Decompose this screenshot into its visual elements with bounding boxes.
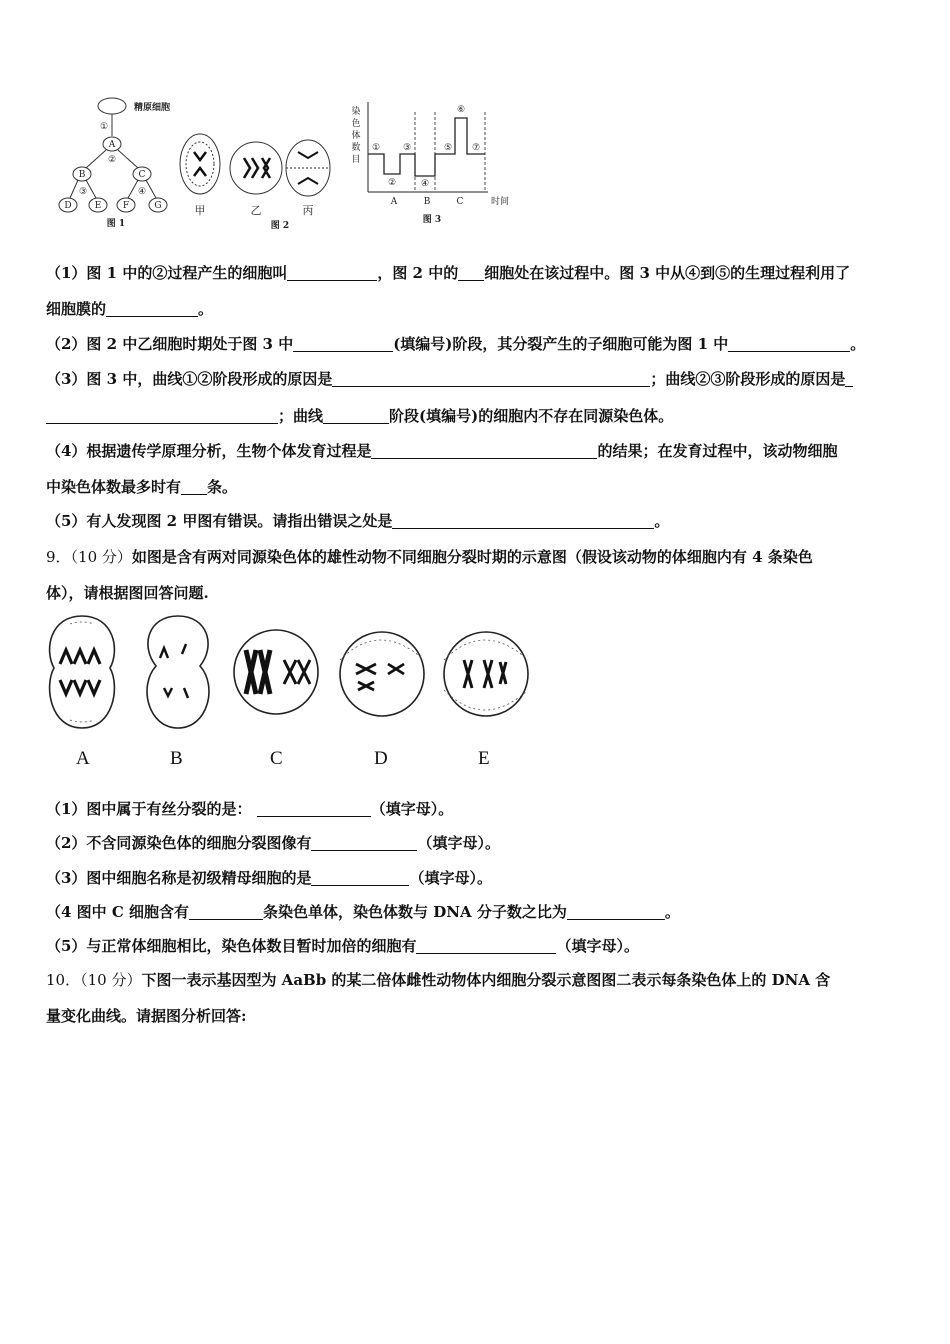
q9-stem-line2	[46, 582, 209, 603]
cell-label-b: B	[170, 748, 183, 769]
q9-text: （5）与正常体细胞相比，染色体数目暂时加倍的细胞有	[46, 937, 417, 955]
q8-text: （3）图 3 中，曲线①②阶段形成的原因是	[46, 370, 333, 388]
fig1-node-label: C	[138, 170, 146, 180]
fig3-stage: ⑤	[443, 143, 453, 153]
q9-part1	[46, 798, 453, 819]
fig1-step: ③	[78, 187, 88, 197]
q8-part5	[46, 510, 669, 531]
fig3-stage: ③	[402, 143, 412, 153]
q9-text: 。	[664, 903, 680, 921]
answer-blank[interactable]	[46, 408, 278, 424]
fig1-node-label: G	[154, 201, 162, 211]
fig2-cell-label: 甲	[194, 204, 206, 217]
q9-cell-figures	[40, 610, 540, 740]
q8-part1-line2	[46, 298, 213, 319]
q8-text: （5）有人发现图 2 甲图有错误。请指出错误之处是	[46, 512, 393, 530]
q10-stem: 下图一表示基因型为 AaBb 的某二倍体雌性动物体内细胞分裂示意图图二表示每条染色体上的 DNA 含	[141, 971, 831, 989]
q8-text: 中染色体数最多时有	[46, 478, 182, 496]
q10-stem-line1	[46, 969, 830, 990]
q9-text: （填字母）。	[370, 800, 454, 818]
cell-label-c: C	[270, 748, 283, 769]
q9-part2	[46, 832, 500, 853]
fig1-step: ④	[137, 187, 147, 197]
fig3-ylabel: 色	[351, 119, 361, 129]
answer-blank[interactable]	[845, 371, 853, 387]
fig3-ylabel: 染	[351, 107, 361, 117]
answer-blank[interactable]	[416, 938, 556, 954]
fig1-root-label: 精原细胞	[133, 103, 171, 113]
fig3-xlabel: 时间	[490, 197, 510, 207]
q10-stem: 量变化曲线。请据图分析回答:	[46, 1007, 247, 1025]
q8-text: 细胞膜的	[46, 300, 107, 318]
q8-text: （1）图 1 中的②过程产生的细胞叫	[46, 264, 288, 282]
cell-e-outline	[444, 632, 528, 716]
fig3-phase: B	[423, 197, 431, 207]
cell-b-outline	[147, 616, 209, 728]
q9-stem-line1	[46, 546, 813, 567]
fig1-node-label: D	[64, 201, 72, 211]
figure-row-top	[40, 92, 530, 232]
q9-stem: 体），请根据图回答问题.	[46, 584, 209, 602]
fig3-ylabel: 体	[351, 131, 361, 141]
answer-blank[interactable]	[287, 265, 377, 281]
fig1-caption: 图 1	[106, 219, 126, 229]
answer-blank[interactable]	[458, 265, 484, 281]
fig3-stage: ④	[420, 179, 430, 189]
q8-text: ；曲线	[278, 407, 324, 425]
answer-blank[interactable]	[392, 513, 654, 529]
fig3-stage: ⑥	[456, 105, 466, 115]
cell-label-e: E	[478, 748, 490, 769]
q8-part2	[46, 333, 865, 354]
q8-part1-line1	[46, 262, 850, 283]
figure-2-cells	[180, 134, 330, 196]
q8-text: （2）图 2 中乙细胞时期处于图 3 中	[46, 335, 294, 353]
q8-text: 的结果；在发育过程中，该动物细胞	[597, 442, 838, 460]
q8-text: 条。	[207, 478, 238, 496]
answer-blank[interactable]	[293, 336, 393, 352]
fig3-ylabel: 数	[351, 143, 361, 153]
question-number: 10．（10 分）	[46, 971, 142, 989]
fig2-caption: 图 2	[270, 221, 290, 231]
fig1-node-label: A	[108, 140, 116, 150]
q8-part4-line2	[46, 476, 237, 497]
fig3-stage: ⑦	[471, 143, 481, 153]
q8-text: 细胞处在该过程中。图 3 中从④到⑤的生理过程利用了	[484, 264, 851, 282]
q9-part3	[46, 867, 492, 888]
fig3-caption: 图 3	[422, 215, 442, 225]
fig1-step: ②	[107, 155, 117, 165]
q8-text: （4）根据遗传学原理分析，生物个体发育过程是	[46, 442, 372, 460]
answer-blank[interactable]	[323, 408, 389, 424]
fig2-cell-label: 丙	[302, 204, 314, 217]
q9-text: （4 图中 C 细胞含有	[46, 903, 190, 921]
spermatogonium-node	[98, 98, 126, 114]
fig3-phase: C	[456, 197, 464, 207]
q8-text: 阶段(填编号)的细胞内不存在同源染色体。	[389, 407, 674, 425]
q9-stem: 如图是含有两对同源染色体的雄性动物不同细胞分裂时期的示意图（假设该动物的体细胞内有 4 条染色	[131, 548, 813, 566]
q8-text: 。	[850, 335, 866, 353]
answer-blank[interactable]	[728, 336, 850, 352]
q9-text: 条染色单体，染色体数与 DNA 分子数之比为	[263, 903, 567, 921]
q8-part3-line1	[46, 368, 853, 389]
q9-text: （1）图中属于有丝分裂的是：	[46, 800, 252, 818]
question-number: 9．（10 分）	[46, 548, 132, 566]
q8-text: ；曲线②③阶段形成的原因是	[650, 370, 846, 388]
q8-text: (填编号)阶段，其分裂产生的子细胞可能为图 1 中	[393, 335, 729, 353]
answer-blank[interactable]	[567, 904, 665, 920]
q9-text: （填字母）。	[556, 937, 639, 955]
answer-blank[interactable]	[332, 371, 650, 387]
q8-text: 。	[198, 300, 214, 318]
cell-yi	[230, 142, 282, 194]
answer-blank[interactable]	[189, 904, 263, 920]
answer-blank[interactable]	[181, 479, 207, 495]
answer-blank[interactable]	[371, 443, 597, 459]
fig1-step: ①	[99, 122, 109, 132]
q10-stem-line2	[46, 1005, 247, 1026]
cell-label-a: A	[76, 748, 90, 769]
cell-a-outline	[50, 616, 115, 728]
q9-text: （3）图中细胞名称是初级精母细胞的是	[46, 869, 312, 887]
fig3-step-line	[368, 118, 485, 176]
q8-text: 。	[654, 512, 670, 530]
q9-text: （填字母）。	[409, 869, 492, 887]
answer-blank[interactable]	[106, 301, 198, 317]
fig1-node-label: F	[122, 201, 130, 211]
answer-blank[interactable]	[257, 801, 371, 817]
q9-text: （填字母）。	[417, 834, 500, 852]
q8-part4-line1	[46, 440, 837, 461]
q9-text: （2）不含同源染色体的细胞分裂图像有	[46, 834, 312, 852]
fig3-ylabel: 目	[351, 155, 361, 165]
q9-part4	[46, 901, 680, 922]
cell-d-outline	[340, 632, 424, 716]
answer-blank[interactable]	[311, 870, 409, 886]
answer-blank[interactable]	[311, 835, 417, 851]
fig1-node-label: E	[94, 201, 102, 211]
fig3-stage: ②	[387, 178, 397, 188]
fig2-cell-label: 乙	[250, 204, 262, 217]
fig1-node-label: B	[78, 170, 86, 180]
q8-text: ，图 2 中的	[377, 264, 459, 282]
fig3-stage: ①	[371, 143, 381, 153]
q9-part5	[46, 935, 639, 956]
q8-part3-line2	[46, 405, 673, 426]
cell-label-d: D	[374, 748, 388, 769]
fig3-phase: A	[390, 197, 398, 207]
